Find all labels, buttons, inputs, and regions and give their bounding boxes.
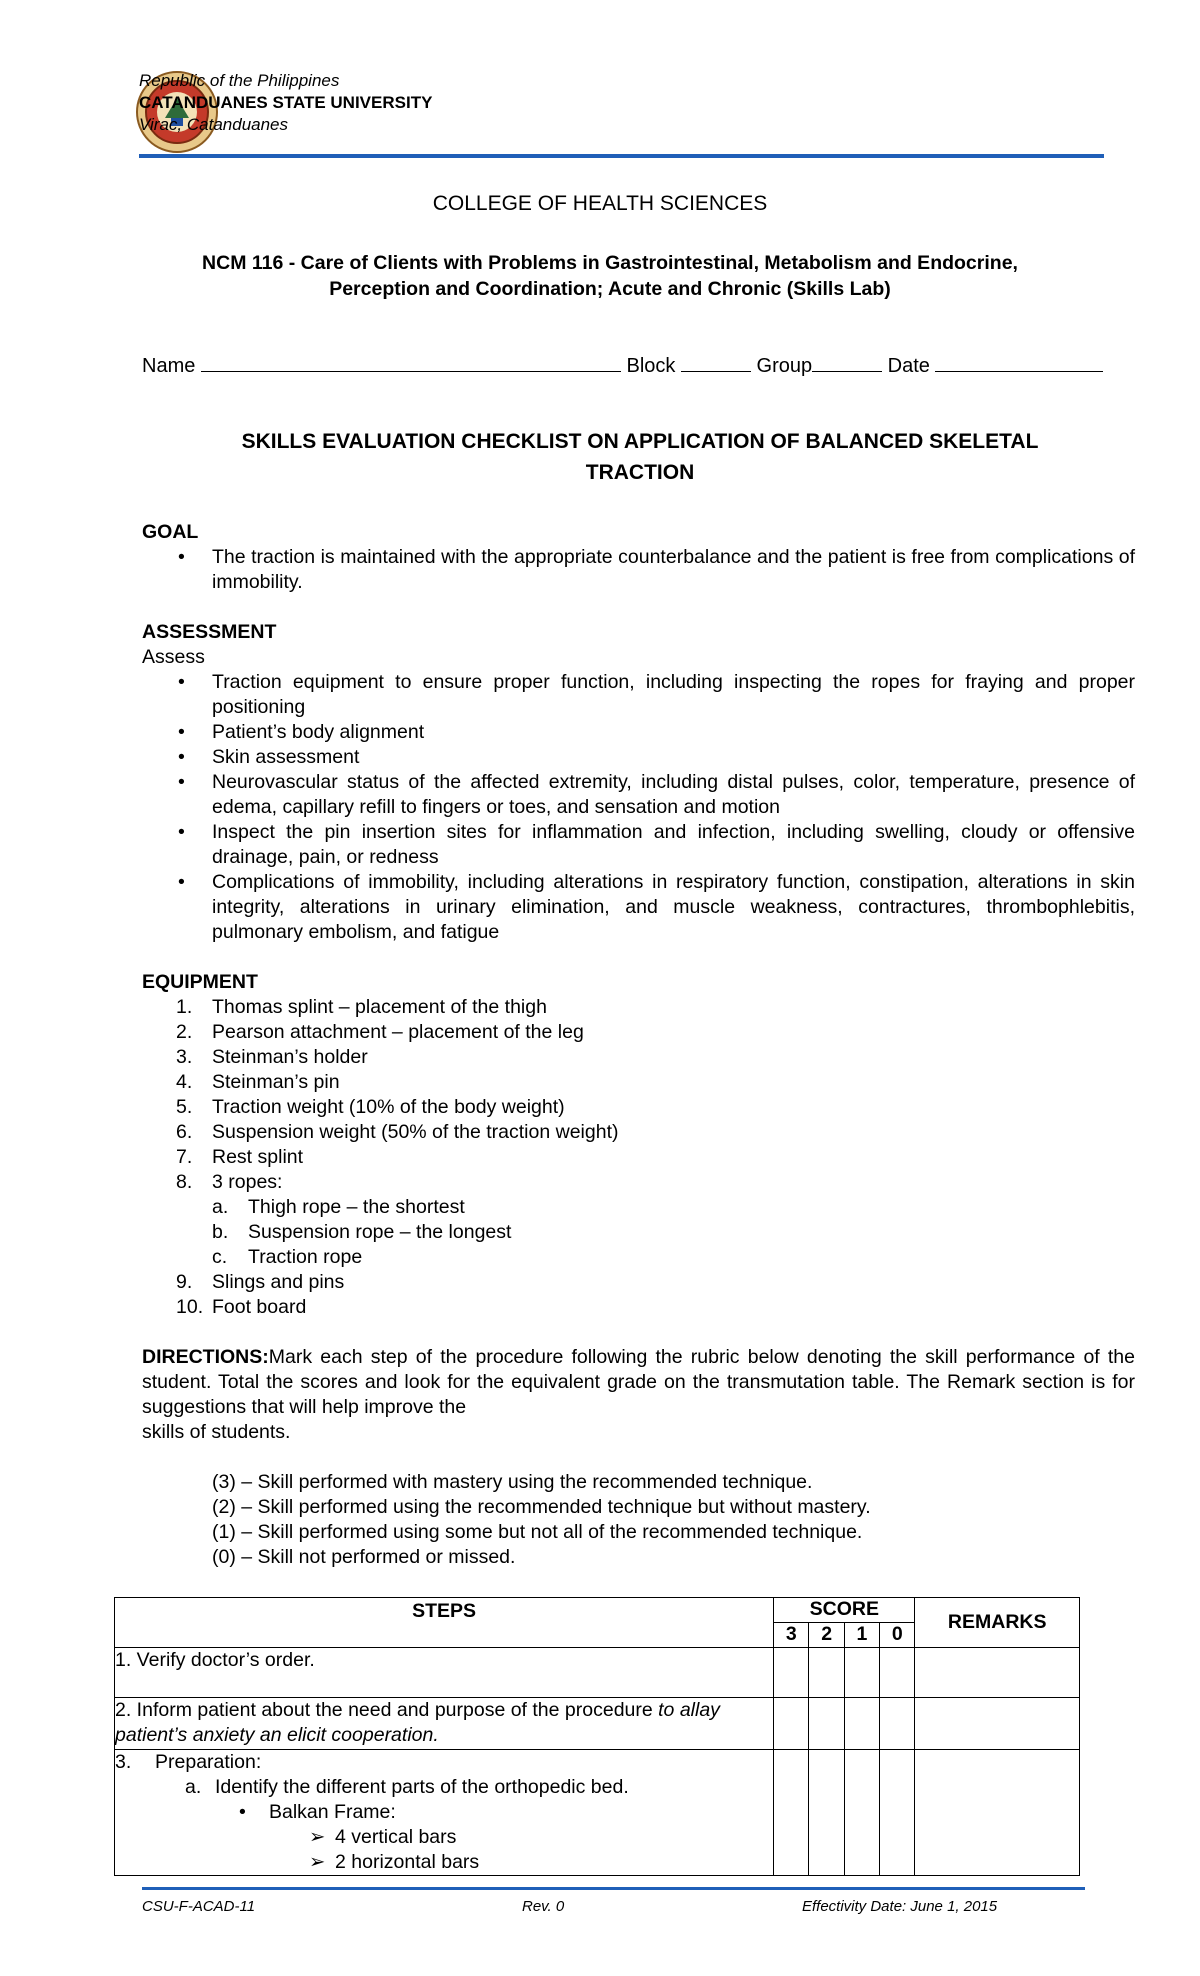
form-code: CSU-F-ACAD-11	[142, 1898, 256, 1915]
step3-heading: 3. Preparation:	[115, 1751, 262, 1773]
step-cell	[115, 1750, 774, 1876]
assessment-intro: Assess	[142, 646, 205, 668]
assessment-item: • Patient’s body alignment	[178, 721, 425, 743]
title-line-2: TRACTION	[585, 461, 695, 484]
equipment-item: 2. Pearson attachment – placement of the leg	[176, 1021, 584, 1043]
assessment-item: • Neurovascular status of the affected extremity, including distal pulses, color, temperature, presence of edema, capillary refill to fingers or toes, and sensation and motion	[178, 771, 1135, 818]
bullet-icon: •	[178, 671, 185, 693]
score-cell[interactable]	[844, 1750, 879, 1876]
arrow-bullet-icon: ➢	[309, 1826, 326, 1848]
rubric-item: (0) – Skill not performed or missed.	[212, 1546, 516, 1568]
rubric-item: (2) – Skill performed using the recommended technique but without mastery.	[212, 1496, 871, 1518]
remarks-cell[interactable]	[915, 1750, 1080, 1876]
directions-label: DIRECTIONS:	[142, 1346, 269, 1368]
college-title: COLLEGE OF HEALTH SCIENCES	[432, 192, 768, 215]
university-location: Virac, Catanduanes	[139, 115, 289, 134]
rubric-item: (1) – Skill performed using some but not all of the recommended technique.	[212, 1521, 863, 1543]
name-field[interactable]	[201, 353, 621, 372]
bullet-icon: •	[178, 546, 185, 568]
bullet-icon: •	[178, 771, 185, 793]
equipment-item: 3. Steinman’s holder	[176, 1046, 368, 1068]
bullet-icon: •	[178, 746, 185, 768]
arrow-bullet-icon: ➢	[309, 1851, 326, 1873]
score-cell[interactable]	[774, 1648, 809, 1698]
university-name: CATANDUANES STATE UNIVERSITY	[139, 93, 433, 112]
assessment-item: • Skin assessment	[178, 746, 360, 768]
remarks-cell[interactable]	[915, 1698, 1080, 1750]
step3-sub: a. Identify the different parts of the orthopedic bed.	[185, 1776, 629, 1798]
directions-paragraph: DIRECTIONS:Mark each step of the procedure following the rubric below denoting the skill performance of the student. Total the scores and look for the equivalent grade on the transmutation table. The Remark section is for suggestions that will help improve the	[142, 1346, 1135, 1418]
score-cell[interactable]	[809, 1648, 844, 1698]
steps-table	[114, 1597, 1080, 1876]
goal-heading: GOAL	[142, 521, 199, 543]
bullet-icon: •	[239, 1801, 246, 1823]
score-header: SCORE	[774, 1598, 915, 1623]
group-label: Group	[756, 355, 813, 377]
equipment-item: 7. Rest splint	[176, 1146, 304, 1168]
remarks-cell[interactable]	[915, 1648, 1080, 1698]
checklist-body	[142, 520, 1135, 1570]
assessment-item: • Complications of immobility, including alterations in respiratory function, constipation, alterations in skin integrity, alterations in urinary elimination, and muscle weakness, contractures, thrombophlebitis, pulmonary embolism, and fatigue	[178, 871, 1135, 943]
equipment-item: 10. Foot board	[176, 1296, 307, 1318]
title-line-1: SKILLS EVALUATION CHECKLIST ON APPLICATION OF BALANCED SKELETAL	[241, 430, 1039, 453]
goal-item: • The traction is maintained with the appropriate counterbalance and the patient is free from complications of immobility.	[178, 546, 1135, 593]
rubric-item: (3) – Skill performed with mastery using the recommended technique.	[212, 1471, 813, 1493]
group-field[interactable]	[812, 353, 882, 372]
directions-paragraph-end: skills of students.	[142, 1421, 291, 1443]
assessment-item: • Inspect the pin insertion sites for inflammation and infection, including swelling, cloudy or offensive drainage, pain, or redness	[178, 821, 1135, 868]
letterhead-text	[139, 70, 432, 136]
rope-item: a. Thigh rope – the shortest	[212, 1196, 465, 1218]
equipment-item: 1. Thomas splint – placement of the thigh	[176, 996, 547, 1018]
date-label: Date	[887, 355, 930, 377]
score-cell[interactable]	[880, 1698, 915, 1750]
equipment-item: 8. 3 ropes:	[176, 1171, 283, 1193]
block-field[interactable]	[681, 353, 751, 372]
step3-bullet: • Balkan Frame:	[239, 1801, 396, 1823]
assessment-item: • Traction equipment to ensure proper function, including inspecting the ropes for fraying and proper positioning	[178, 671, 1135, 718]
block-label: Block	[626, 355, 676, 377]
course-line-1: NCM 116 - Care of Clients with Problems in Gastrointestinal, Metabolism and Endocrine,	[202, 252, 1018, 274]
course-title	[170, 250, 1050, 302]
score-col-2: 2	[809, 1623, 844, 1648]
score-cell[interactable]	[809, 1698, 844, 1750]
effectivity-date: Effectivity Date: June 1, 2015	[802, 1898, 998, 1915]
score-cell[interactable]	[774, 1750, 809, 1876]
student-info-row	[142, 353, 1132, 378]
score-cell[interactable]	[844, 1698, 879, 1750]
table-row	[115, 1750, 1080, 1876]
bullet-icon: •	[178, 871, 185, 893]
bullet-icon: •	[178, 821, 185, 843]
remarks-header: REMARKS	[915, 1598, 1080, 1648]
republic-line: Republic of the Philippines	[139, 71, 340, 90]
letterhead	[135, 64, 1105, 156]
course-line-2: Perception and Coordination; Acute and Chronic (Skills Lab)	[329, 278, 891, 300]
table-row	[115, 1698, 1080, 1750]
bar-item: ➢ 2 horizontal bars	[309, 1851, 480, 1873]
step-cell: 1. Verify doctor’s order.	[115, 1648, 774, 1698]
equipment-item: 6. Suspension weight (50% of the traction weight)	[176, 1121, 619, 1143]
rope-item: b. Suspension rope – the longest	[212, 1221, 512, 1243]
score-cell[interactable]	[844, 1648, 879, 1698]
score-cell[interactable]	[809, 1750, 844, 1876]
equipment-item: 9. Slings and pins	[176, 1271, 345, 1293]
bullet-icon: •	[178, 721, 185, 743]
equipment-heading: EQUIPMENT	[142, 971, 258, 993]
score-col-1: 1	[844, 1623, 879, 1648]
checklist-title	[150, 426, 1130, 488]
header-divider	[139, 154, 1104, 158]
equipment-item: 4. Steinman’s pin	[176, 1071, 340, 1093]
score-cell[interactable]	[880, 1648, 915, 1698]
bar-item: ➢ 4 vertical bars	[309, 1826, 457, 1848]
steps-header: STEPS	[115, 1598, 774, 1648]
assessment-heading: ASSESSMENT	[142, 621, 277, 643]
footer-divider	[142, 1887, 1085, 1890]
equipment-item: 5. Traction weight (10% of the body weight)	[176, 1096, 565, 1118]
step-cell: 2. Inform patient about the need and purpose of the procedure to allay patient’s anxiety an elicit cooperation.	[115, 1698, 774, 1750]
table-row	[115, 1648, 1080, 1698]
date-field[interactable]	[935, 353, 1103, 372]
revision: Rev. 0	[522, 1898, 565, 1915]
score-col-0: 0	[880, 1623, 915, 1648]
score-col-3: 3	[774, 1623, 809, 1648]
name-label: Name	[142, 355, 196, 377]
rope-item: c. Traction rope	[212, 1246, 363, 1268]
score-cell[interactable]	[774, 1698, 809, 1750]
score-cell[interactable]	[880, 1750, 915, 1876]
